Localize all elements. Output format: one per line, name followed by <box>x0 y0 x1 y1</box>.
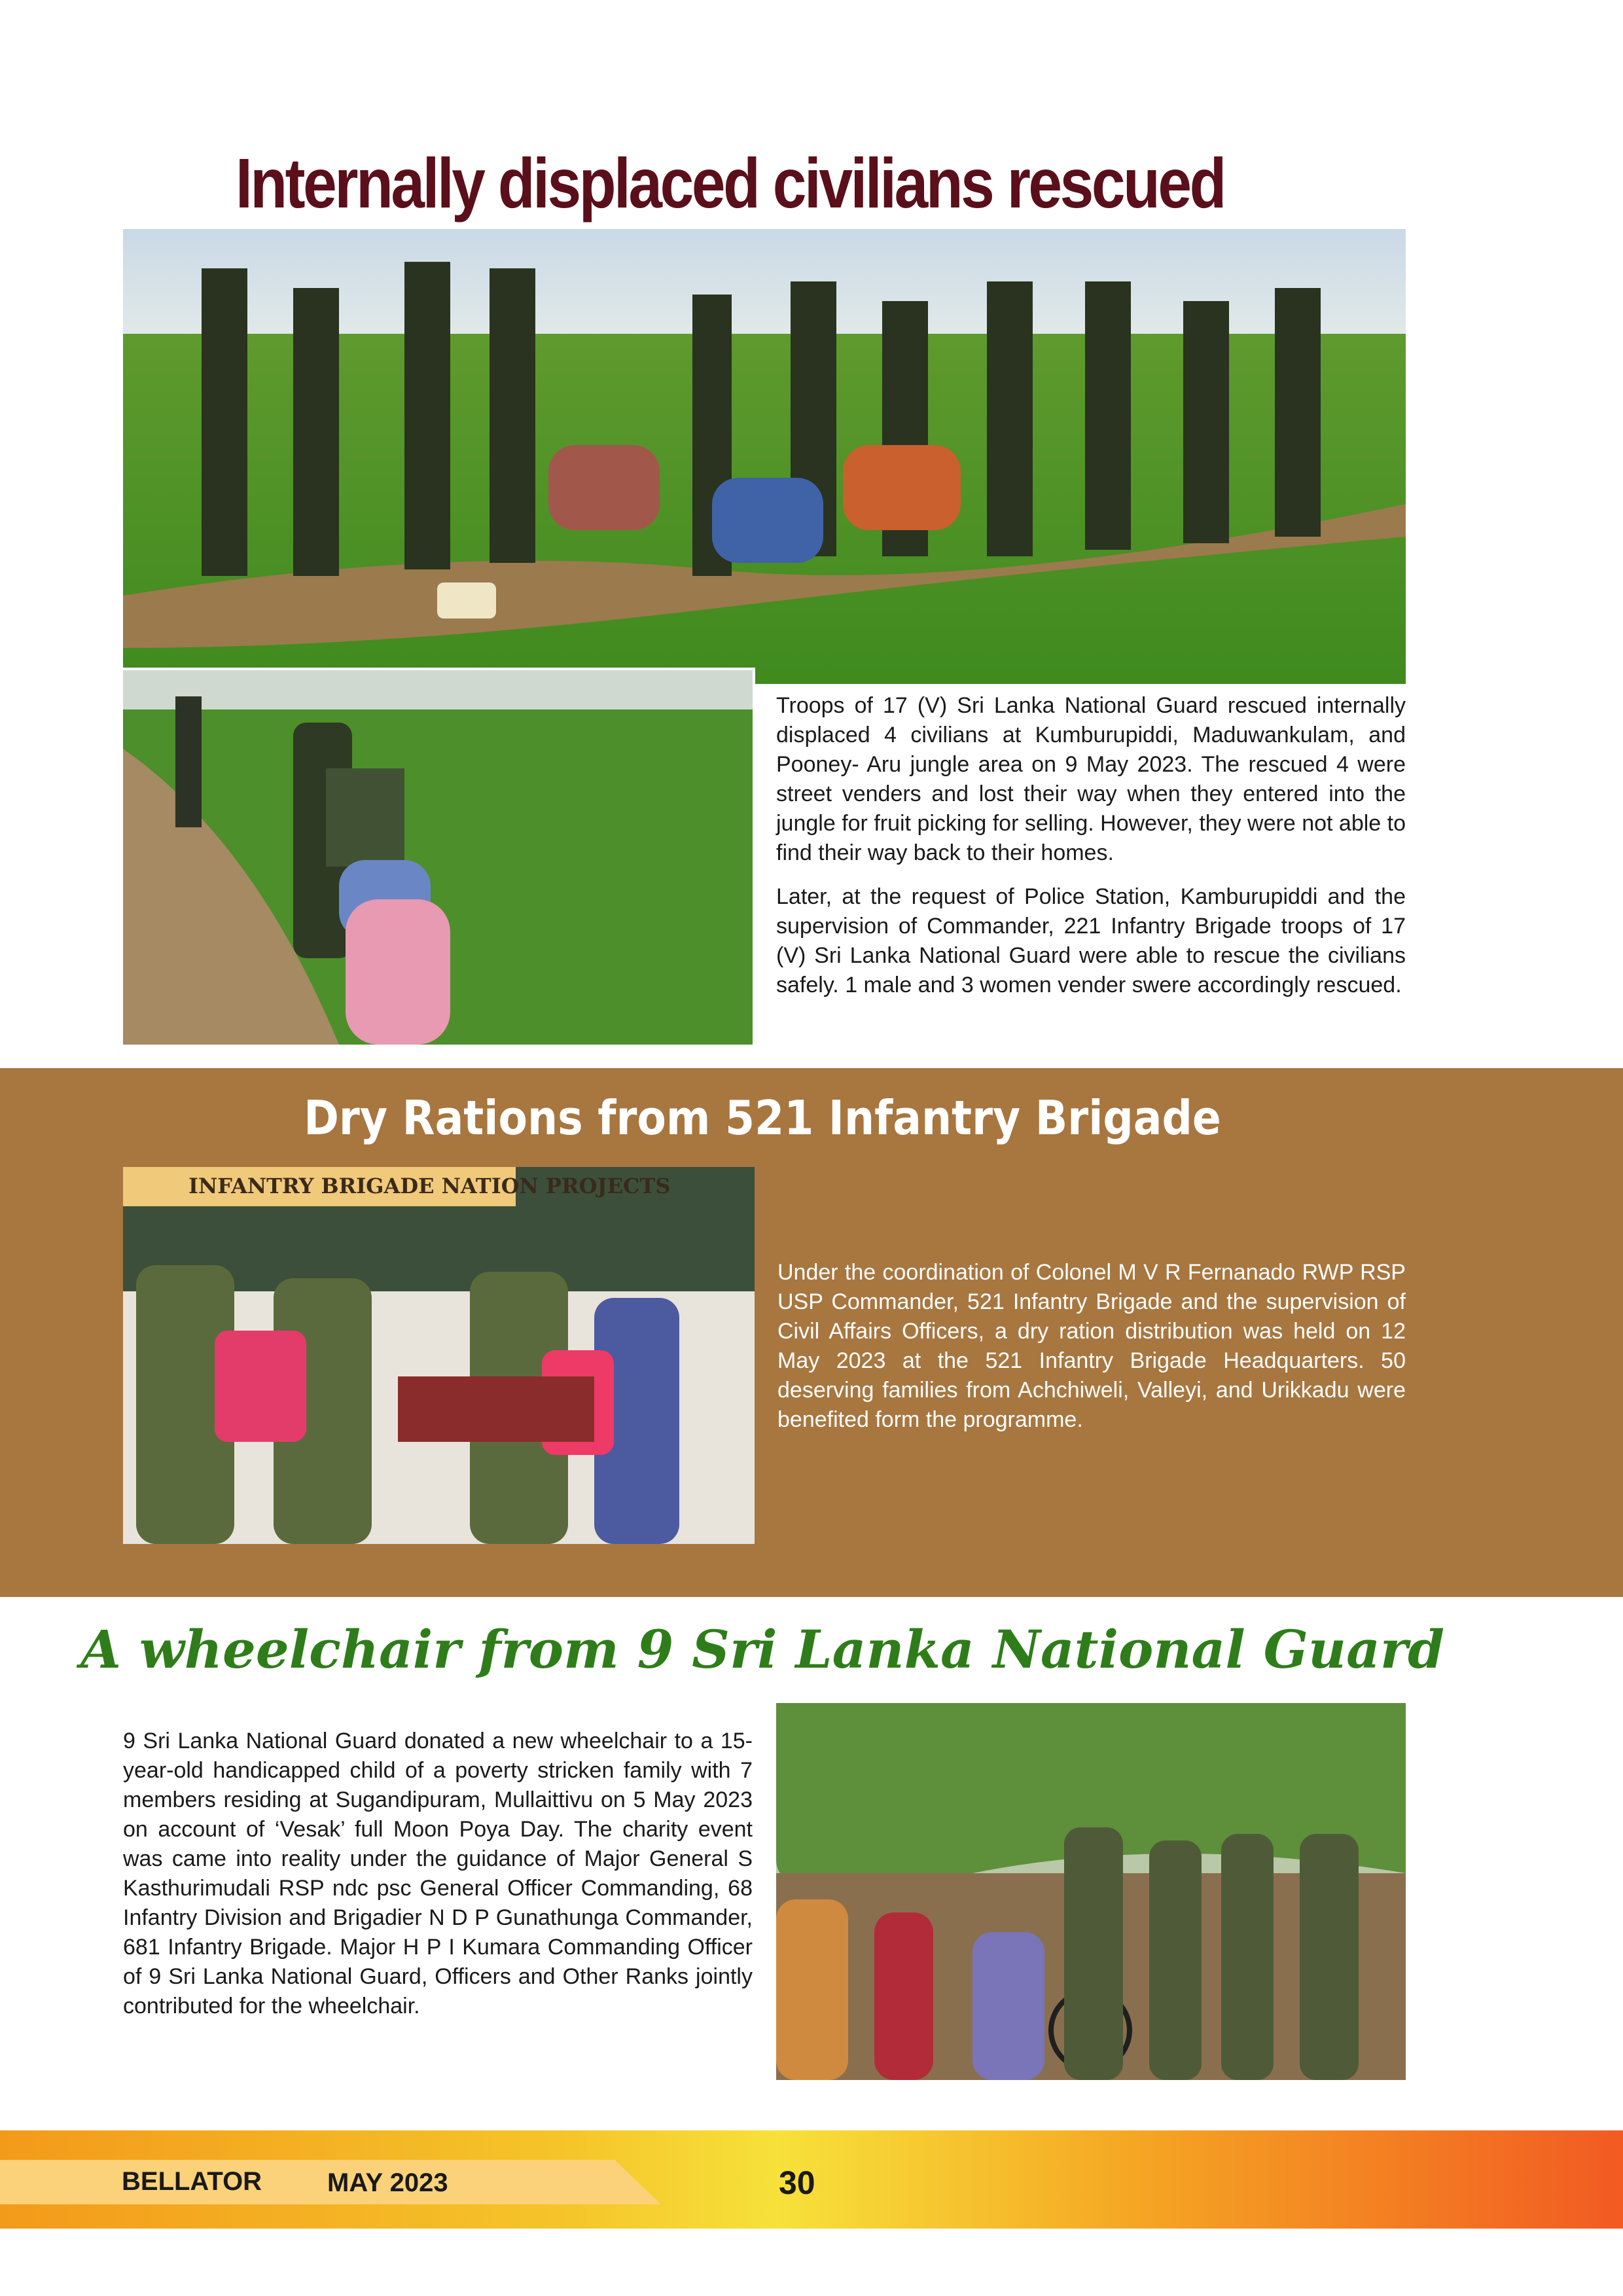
paragraph: Troops of 17 (V) Sri Lanka National Guard rescued internally displaced 4 civilians at Kumburupiddi, Maduwankulam, and Pooney- Aru jungle area on 9 May 2023. The rescued 4 were street venders and lost their way when they entered into the jungle for fruit picking for selling. However, they were not able to find their way back to their homes. <box>776 693 1406 865</box>
page-number: 30 <box>779 2164 815 2201</box>
article-body-dry-rations: Under the coordination of Colonel M V R Fernanado RWP RSP USP Commander, 521 Infantry Brigade and the supervision of Civil Affairs Officers, a dry ration distribution was held on 12 May 2023 at the 521 Infantry Brigade Headquarters. 50 deserving families from Achchiweli, Valleyi, and Urikkadu were benefited form the programme. <box>777 1260 1406 1432</box>
article-body-wheelchair: 9 Sri Lanka National Guard donated a new wheelchair to a 15-year-old handicapped child of a poverty stricken family with 7 members residing at Sugandipuram, Mullaittivu on 5 May 2023 on account of ‘Vesak’ full Moon Poya Day. The charity event was came into reality under the guidance of Major General S Kasthurimudali RSP ndc psc General Officer Commanding, 68 Infantry Division and Brigadier N D P Gunathunga Commander, 681 Infantry Brigade. Major H P I Kumara Commanding Officer of 9 Sri Lanka National Guard, Officers and Other Ranks jointly contributed for the wheelchair. <box>123 1729 753 2018</box>
photo-wheelchair-donation <box>776 1703 1406 2080</box>
article-title-wheelchair: A wheelchair from 9 Sri Lanka National Guard <box>80 1619 1445 1680</box>
footer-issue-date: MAY 2023 <box>327 2168 448 2197</box>
photo-dry-ration-handover <box>123 1167 755 1544</box>
footer-magazine-name: BELLATOR <box>122 2167 262 2196</box>
article-title-dry-rations: Dry Rations from 521 Infantry Brigade <box>304 1090 1221 1145</box>
article-title-idp-rescue: Internally displaced civilians rescued <box>236 143 1224 223</box>
article-body-idp-rescue <box>776 691 1406 1000</box>
photo-soldiers-with-civilians-field <box>123 229 1406 684</box>
banner-text: INFANTRY BRIGADE NATION PROJECTS <box>188 1174 671 1198</box>
paragraph: Later, at the request of Police Station, Kamburupiddi and the supervision of Commander, 221 Infantry Brigade troops of 17 (V) Sri Lanka National Guard were able to rescue the civilians safely. 1 male and 3 women vender swere accordingly rescued. <box>776 884 1406 997</box>
photo-soldier-assisting-women <box>123 668 755 1045</box>
